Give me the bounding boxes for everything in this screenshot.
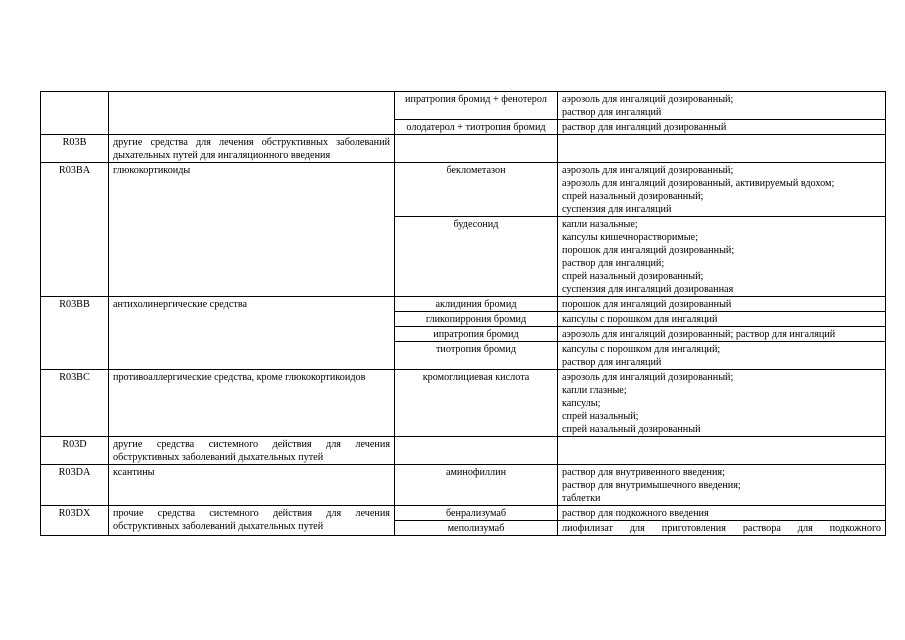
atc-code-cell bbox=[41, 92, 109, 135]
dosage-form: суспензия для ингаляций дозированная bbox=[562, 284, 734, 295]
dosage-form-cell bbox=[558, 163, 886, 217]
drug-name-cell: кромоглициевая кислота bbox=[395, 370, 558, 437]
atc-code-cell: R03BA bbox=[41, 163, 109, 297]
dosage-form-cell bbox=[558, 465, 886, 506]
group-name-cell: ксантины bbox=[109, 465, 395, 506]
dosage-form: спрей назальный дозированный bbox=[562, 424, 701, 435]
dosage-form: капли глазные; bbox=[562, 385, 627, 396]
group-name-cell bbox=[109, 92, 395, 135]
dosage-form-cell bbox=[558, 521, 886, 536]
dosage-form: лиофилизат для приготовления раствора для подкожного bbox=[562, 523, 881, 534]
table-row bbox=[41, 163, 886, 217]
table-row bbox=[41, 370, 886, 437]
dosage-form-cell bbox=[558, 506, 886, 521]
dosage-form-cell bbox=[558, 327, 886, 342]
dosage-form: аэрозоль для ингаляций дозированный; bbox=[562, 165, 734, 176]
atc-code-cell: R03DX bbox=[41, 506, 109, 536]
drug-name-cell: ипратропия бромид + фенотерол bbox=[395, 92, 558, 120]
dosage-form: порошок для ингаляций дозированный; bbox=[562, 245, 735, 256]
drug-name-cell: ипратропия бромид bbox=[395, 327, 558, 342]
table-row bbox=[41, 506, 886, 521]
dosage-form: капсулы кишечнорастворимые; bbox=[562, 232, 698, 243]
atc-code-cell: R03BC bbox=[41, 370, 109, 437]
atc-code-cell: R03DA bbox=[41, 465, 109, 506]
atc-code-cell: R03D bbox=[41, 437, 109, 465]
dosage-form: спрей назальный дозированный; bbox=[562, 271, 704, 282]
drug-name-cell: беклометазон bbox=[395, 163, 558, 217]
table-row bbox=[41, 135, 886, 163]
dosage-form: аэрозоль для ингаляций дозированный; bbox=[562, 94, 734, 105]
dosage-form: аэрозоль для ингаляций дозированный; bbox=[562, 372, 734, 383]
dosage-form: суспензия для ингаляций bbox=[562, 204, 672, 215]
drug-name-cell: гликопиррония бромид bbox=[395, 312, 558, 327]
dosage-form: раствор для ингаляций bbox=[562, 357, 662, 368]
drug-name-cell: аклидиния бромид bbox=[395, 297, 558, 312]
dosage-form-cell bbox=[558, 217, 886, 297]
table-row bbox=[41, 465, 886, 506]
dosage-form: раствор для ингаляций дозированный bbox=[562, 122, 727, 133]
dosage-form-cell bbox=[558, 312, 886, 327]
atc-code-cell: R03B bbox=[41, 135, 109, 163]
table-row bbox=[41, 437, 886, 465]
drug-name-cell: бенрализумаб bbox=[395, 506, 558, 521]
dosage-form-cell bbox=[558, 342, 886, 370]
drug-name-cell bbox=[395, 135, 558, 163]
drug-classification-table bbox=[40, 91, 886, 536]
dosage-form: раствор для внутривенного введения; bbox=[562, 467, 725, 478]
drug-name-cell: олодатерол + тиотропия бромид bbox=[395, 120, 558, 135]
dosage-form: капсулы с порошком для ингаляций bbox=[562, 314, 718, 325]
drug-name-cell: аминофиллин bbox=[395, 465, 558, 506]
dosage-form: раствор для ингаляций bbox=[562, 107, 662, 118]
group-name-cell: другие средства системного действия для лечения обструктивных заболеваний дыхательных путей bbox=[109, 437, 395, 465]
dosage-form: порошок для ингаляций дозированный bbox=[562, 299, 732, 310]
dosage-form: капсулы; bbox=[562, 398, 601, 409]
dosage-form-cell bbox=[558, 370, 886, 437]
group-name-cell: глюкокортикоиды bbox=[109, 163, 395, 297]
dosage-form: капсулы с порошком для ингаляций; bbox=[562, 344, 721, 355]
dosage-form: аэрозоль для ингаляций дозированный, активируемый вдохом; bbox=[562, 178, 835, 189]
dosage-form: таблетки bbox=[562, 493, 601, 504]
group-name-cell: другие средства для лечения обструктивных заболеваний дыхательных путей для ингаляционного введения bbox=[109, 135, 395, 163]
dosage-form: спрей назальный дозированный; bbox=[562, 191, 704, 202]
dosage-form-cell bbox=[558, 135, 886, 163]
group-name-text: противоаллергические средства, кроме глюкокортикоидов bbox=[113, 372, 366, 383]
dosage-form: капли назальные; bbox=[562, 219, 638, 230]
drug-name-cell: меполизумаб bbox=[395, 521, 558, 536]
dosage-form: аэрозоль для ингаляций дозированный; раствор для ингаляций bbox=[562, 329, 836, 340]
drug-name-cell: будесонид bbox=[395, 217, 558, 297]
table-row bbox=[41, 92, 886, 120]
drug-name-cell bbox=[395, 437, 558, 465]
dosage-form-cell bbox=[558, 120, 886, 135]
table-row bbox=[41, 297, 886, 312]
dosage-form: раствор для внутримышечного введения; bbox=[562, 480, 741, 491]
group-name-cell: антихолинергические средства bbox=[109, 297, 395, 370]
dosage-form: раствор для ингаляций; bbox=[562, 258, 665, 269]
dosage-form: спрей назальный; bbox=[562, 411, 639, 422]
dosage-form-cell bbox=[558, 297, 886, 312]
dosage-form: раствор для подкожного введения bbox=[562, 508, 709, 519]
drug-name-cell: тиотропия бромид bbox=[395, 342, 558, 370]
atc-code-cell: R03BB bbox=[41, 297, 109, 370]
group-name-cell: прочие средства системного действия для лечения обструктивных заболеваний дыхательных путей bbox=[109, 506, 395, 536]
dosage-form-cell bbox=[558, 437, 886, 465]
group-name-cell bbox=[109, 370, 395, 437]
dosage-form-cell bbox=[558, 92, 886, 120]
